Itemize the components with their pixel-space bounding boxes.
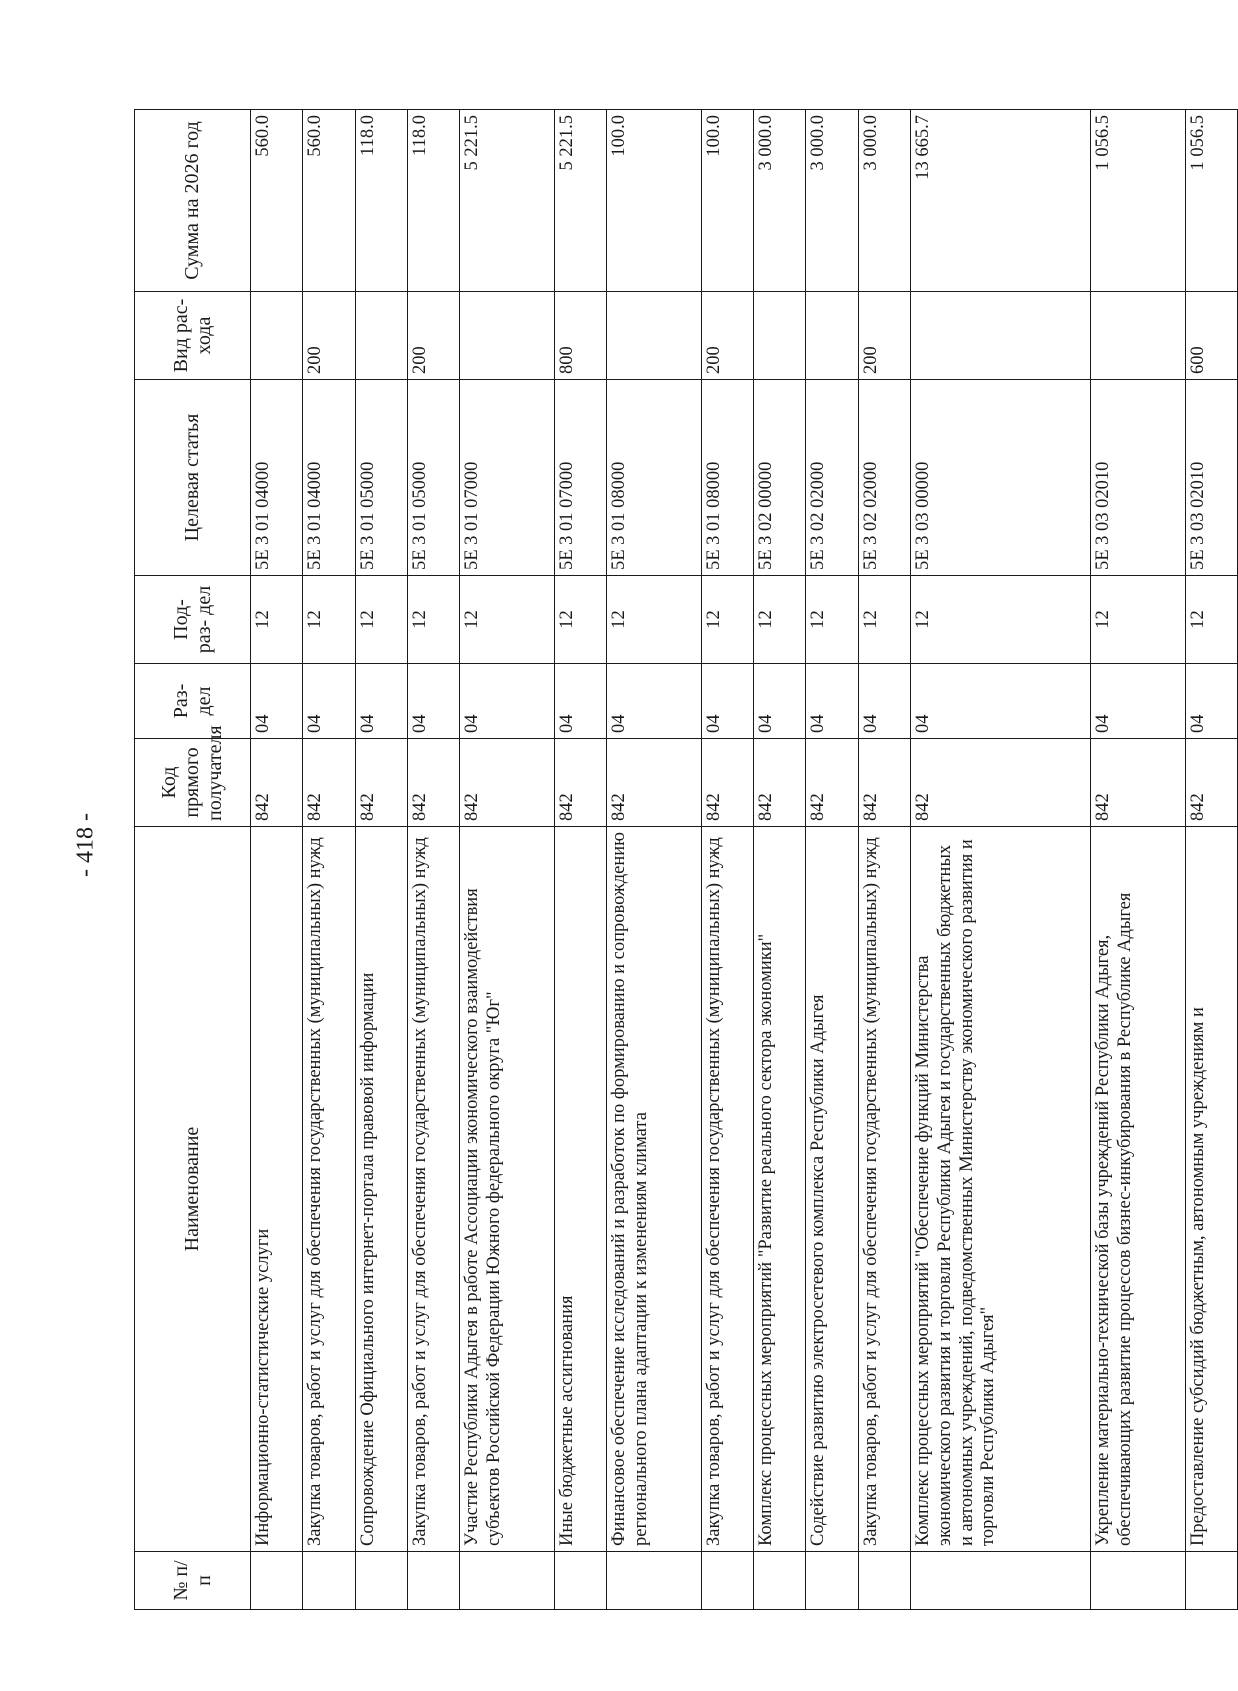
header-num: № п/п [135, 1552, 251, 1610]
cell-expense-type [806, 292, 858, 380]
cell-name: Комплекс процессных мероприятий "Обеспечение функций Министерства экономического развития и торговли Республики Адыгея и государственных бюджетных и автономных учреждений, подведомственных Министерству экономического развития и торговли Республики Адыгея" [910, 827, 1090, 1552]
cell-target-article: 5Е 3 01 07000 [554, 380, 606, 576]
table-header-row [135, 110, 251, 1610]
table-row [355, 110, 407, 1610]
cell-target-article: 5Е 3 01 08000 [701, 380, 753, 576]
rotated-table-container [134, 110, 1238, 1610]
cell-num [1090, 1552, 1185, 1610]
cell-sum: 13 665.7 [910, 110, 1090, 292]
table-row [910, 110, 1090, 1610]
cell-section: 04 [701, 664, 753, 739]
cell-section: 04 [858, 664, 910, 739]
table-row [407, 110, 459, 1610]
cell-section: 04 [355, 664, 407, 739]
header-section: Раз- дел [135, 664, 251, 739]
header-subsection: Под- раз- дел [135, 576, 251, 664]
table-row [251, 110, 303, 1610]
cell-recipient-code: 842 [701, 739, 753, 827]
cell-expense-type [251, 292, 303, 380]
cell-recipient-code: 842 [806, 739, 858, 827]
cell-num [460, 1552, 555, 1610]
cell-target-article: 5Е 3 01 04000 [303, 380, 355, 576]
cell-target-article: 5Е 3 01 08000 [607, 380, 702, 576]
cell-num [806, 1552, 858, 1610]
cell-target-article: 5Е 3 03 02010 [1090, 380, 1185, 576]
cell-recipient-code: 842 [251, 739, 303, 827]
header-name: Наименование [135, 827, 251, 1552]
cell-recipient-code: 842 [460, 739, 555, 827]
cell-recipient-code: 842 [607, 739, 702, 827]
cell-name: Закупка товаров, работ и услуг для обеспечения государственных (муниципальных) нужд [701, 827, 753, 1552]
cell-target-article: 5Е 3 03 02010 [1185, 380, 1237, 576]
cell-name: Сопровождение Официального интернет-портала правовой информации [355, 827, 407, 1552]
cell-expense-type [355, 292, 407, 380]
cell-name: Закупка товаров, работ и услуг для обеспечения государственных (муниципальных) нужд [407, 827, 459, 1552]
cell-num [858, 1552, 910, 1610]
cell-target-article: 5Е 3 03 00000 [910, 380, 1090, 576]
budget-table [134, 109, 1238, 1610]
cell-section: 04 [251, 664, 303, 739]
header-expense-type: Вид рас- хода [135, 292, 251, 380]
cell-name: Закупка товаров, работ и услуг для обеспечения государственных (муниципальных) нужд [858, 827, 910, 1552]
cell-expense-type [910, 292, 1090, 380]
cell-section: 04 [806, 664, 858, 739]
cell-subsection: 12 [1090, 576, 1185, 664]
table-body [251, 110, 1238, 1610]
table-row [1185, 110, 1237, 1610]
table-row [554, 110, 606, 1610]
cell-recipient-code: 842 [355, 739, 407, 827]
cell-recipient-code: 842 [1185, 739, 1237, 827]
cell-sum: 1 056.5 [1185, 110, 1237, 292]
cell-num [407, 1552, 459, 1610]
cell-section: 04 [460, 664, 555, 739]
cell-num [910, 1552, 1090, 1610]
cell-target-article: 5Е 3 02 02000 [858, 380, 910, 576]
cell-name: Предоставление субсидий бюджетным, автономным учреждениям и [1185, 827, 1237, 1552]
cell-subsection: 12 [460, 576, 555, 664]
cell-num [754, 1552, 806, 1610]
cell-sum: 5 221.5 [554, 110, 606, 292]
cell-expense-type: 200 [407, 292, 459, 380]
cell-subsection: 12 [910, 576, 1090, 664]
cell-sum: 3 000.0 [858, 110, 910, 292]
cell-section: 04 [910, 664, 1090, 739]
cell-section: 04 [754, 664, 806, 739]
cell-recipient-code: 842 [754, 739, 806, 827]
cell-num [303, 1552, 355, 1610]
cell-name: Участие Республики Адыгея в работе Ассоциации экономического взаимодействия субъектов Российской Федерации Южного федерального округа "Юг" [460, 827, 555, 1552]
cell-target-article: 5Е 3 02 02000 [806, 380, 858, 576]
table-row [858, 110, 910, 1610]
cell-expense-type: 200 [701, 292, 753, 380]
cell-expense-type [607, 292, 702, 380]
cell-target-article: 5Е 3 01 05000 [407, 380, 459, 576]
header-target-article: Целевая статья [135, 380, 251, 576]
cell-name: Информационно-статистические услуги [251, 827, 303, 1552]
cell-num [1185, 1552, 1237, 1610]
page-number: - 418 - [72, 813, 99, 877]
cell-num [355, 1552, 407, 1610]
table-row [806, 110, 858, 1610]
cell-expense-type [754, 292, 806, 380]
cell-sum: 1 056.5 [1090, 110, 1185, 292]
cell-sum: 100.0 [701, 110, 753, 292]
cell-subsection: 12 [1185, 576, 1237, 664]
cell-name: Укрепление материально-технической базы учреждений Республики Адыгея, обеспечивающих развитие процессов бизнес-инкубирования в Республике Адыгея [1090, 827, 1185, 1552]
cell-subsection: 12 [355, 576, 407, 664]
table-row [701, 110, 753, 1610]
cell-expense-type [1090, 292, 1185, 380]
cell-sum: 100.0 [607, 110, 702, 292]
cell-num [251, 1552, 303, 1610]
cell-recipient-code: 842 [303, 739, 355, 827]
cell-name: Финансовое обеспечение исследований и разработок по формированию и сопровождению регионального плана адаптации к изменениям климата [607, 827, 702, 1552]
table-row [754, 110, 806, 1610]
cell-subsection: 12 [407, 576, 459, 664]
cell-name: Закупка товаров, работ и услуг для обеспечения государственных (муниципальных) нужд [303, 827, 355, 1552]
table-row [303, 110, 355, 1610]
cell-subsection: 12 [554, 576, 606, 664]
cell-expense-type [460, 292, 555, 380]
cell-sum: 560.0 [303, 110, 355, 292]
cell-section: 04 [407, 664, 459, 739]
table-row [460, 110, 555, 1610]
cell-expense-type: 800 [554, 292, 606, 380]
cell-subsection: 12 [754, 576, 806, 664]
cell-recipient-code: 842 [407, 739, 459, 827]
cell-sum: 560.0 [251, 110, 303, 292]
cell-sum: 3 000.0 [754, 110, 806, 292]
cell-sum: 118.0 [407, 110, 459, 292]
cell-num [554, 1552, 606, 1610]
cell-recipient-code: 842 [1090, 739, 1185, 827]
cell-target-article: 5Е 3 01 07000 [460, 380, 555, 576]
cell-subsection: 12 [303, 576, 355, 664]
table-row [1090, 110, 1185, 1610]
cell-subsection: 12 [806, 576, 858, 664]
table-row [607, 110, 702, 1610]
cell-expense-type: 600 [1185, 292, 1237, 380]
cell-expense-type: 200 [303, 292, 355, 380]
cell-num [607, 1552, 702, 1610]
cell-section: 04 [303, 664, 355, 739]
cell-subsection: 12 [607, 576, 702, 664]
cell-subsection: 12 [858, 576, 910, 664]
cell-section: 04 [607, 664, 702, 739]
cell-recipient-code: 842 [858, 739, 910, 827]
cell-name: Комплекс процессных мероприятий "Развитие реального сектора экономики" [754, 827, 806, 1552]
header-sum-2026: Сумма на 2026 год [135, 110, 251, 292]
cell-sum: 118.0 [355, 110, 407, 292]
cell-target-article: 5Е 3 01 05000 [355, 380, 407, 576]
cell-section: 04 [1090, 664, 1185, 739]
header-recipient-code: Код прямого получателя [135, 739, 251, 827]
cell-recipient-code: 842 [554, 739, 606, 827]
cell-target-article: 5Е 3 01 04000 [251, 380, 303, 576]
cell-name: Иные бюджетные ассигнования [554, 827, 606, 1552]
cell-section: 04 [554, 664, 606, 739]
cell-name: Содействие развитию электросетевого комплекса Республики Адыгея [806, 827, 858, 1552]
cell-recipient-code: 842 [910, 739, 1090, 827]
cell-subsection: 12 [701, 576, 753, 664]
cell-subsection: 12 [251, 576, 303, 664]
cell-section: 04 [1185, 664, 1237, 739]
cell-sum: 3 000.0 [806, 110, 858, 292]
cell-sum: 5 221.5 [460, 110, 555, 292]
cell-target-article: 5Е 3 02 00000 [754, 380, 806, 576]
cell-num [701, 1552, 753, 1610]
cell-expense-type: 200 [858, 292, 910, 380]
